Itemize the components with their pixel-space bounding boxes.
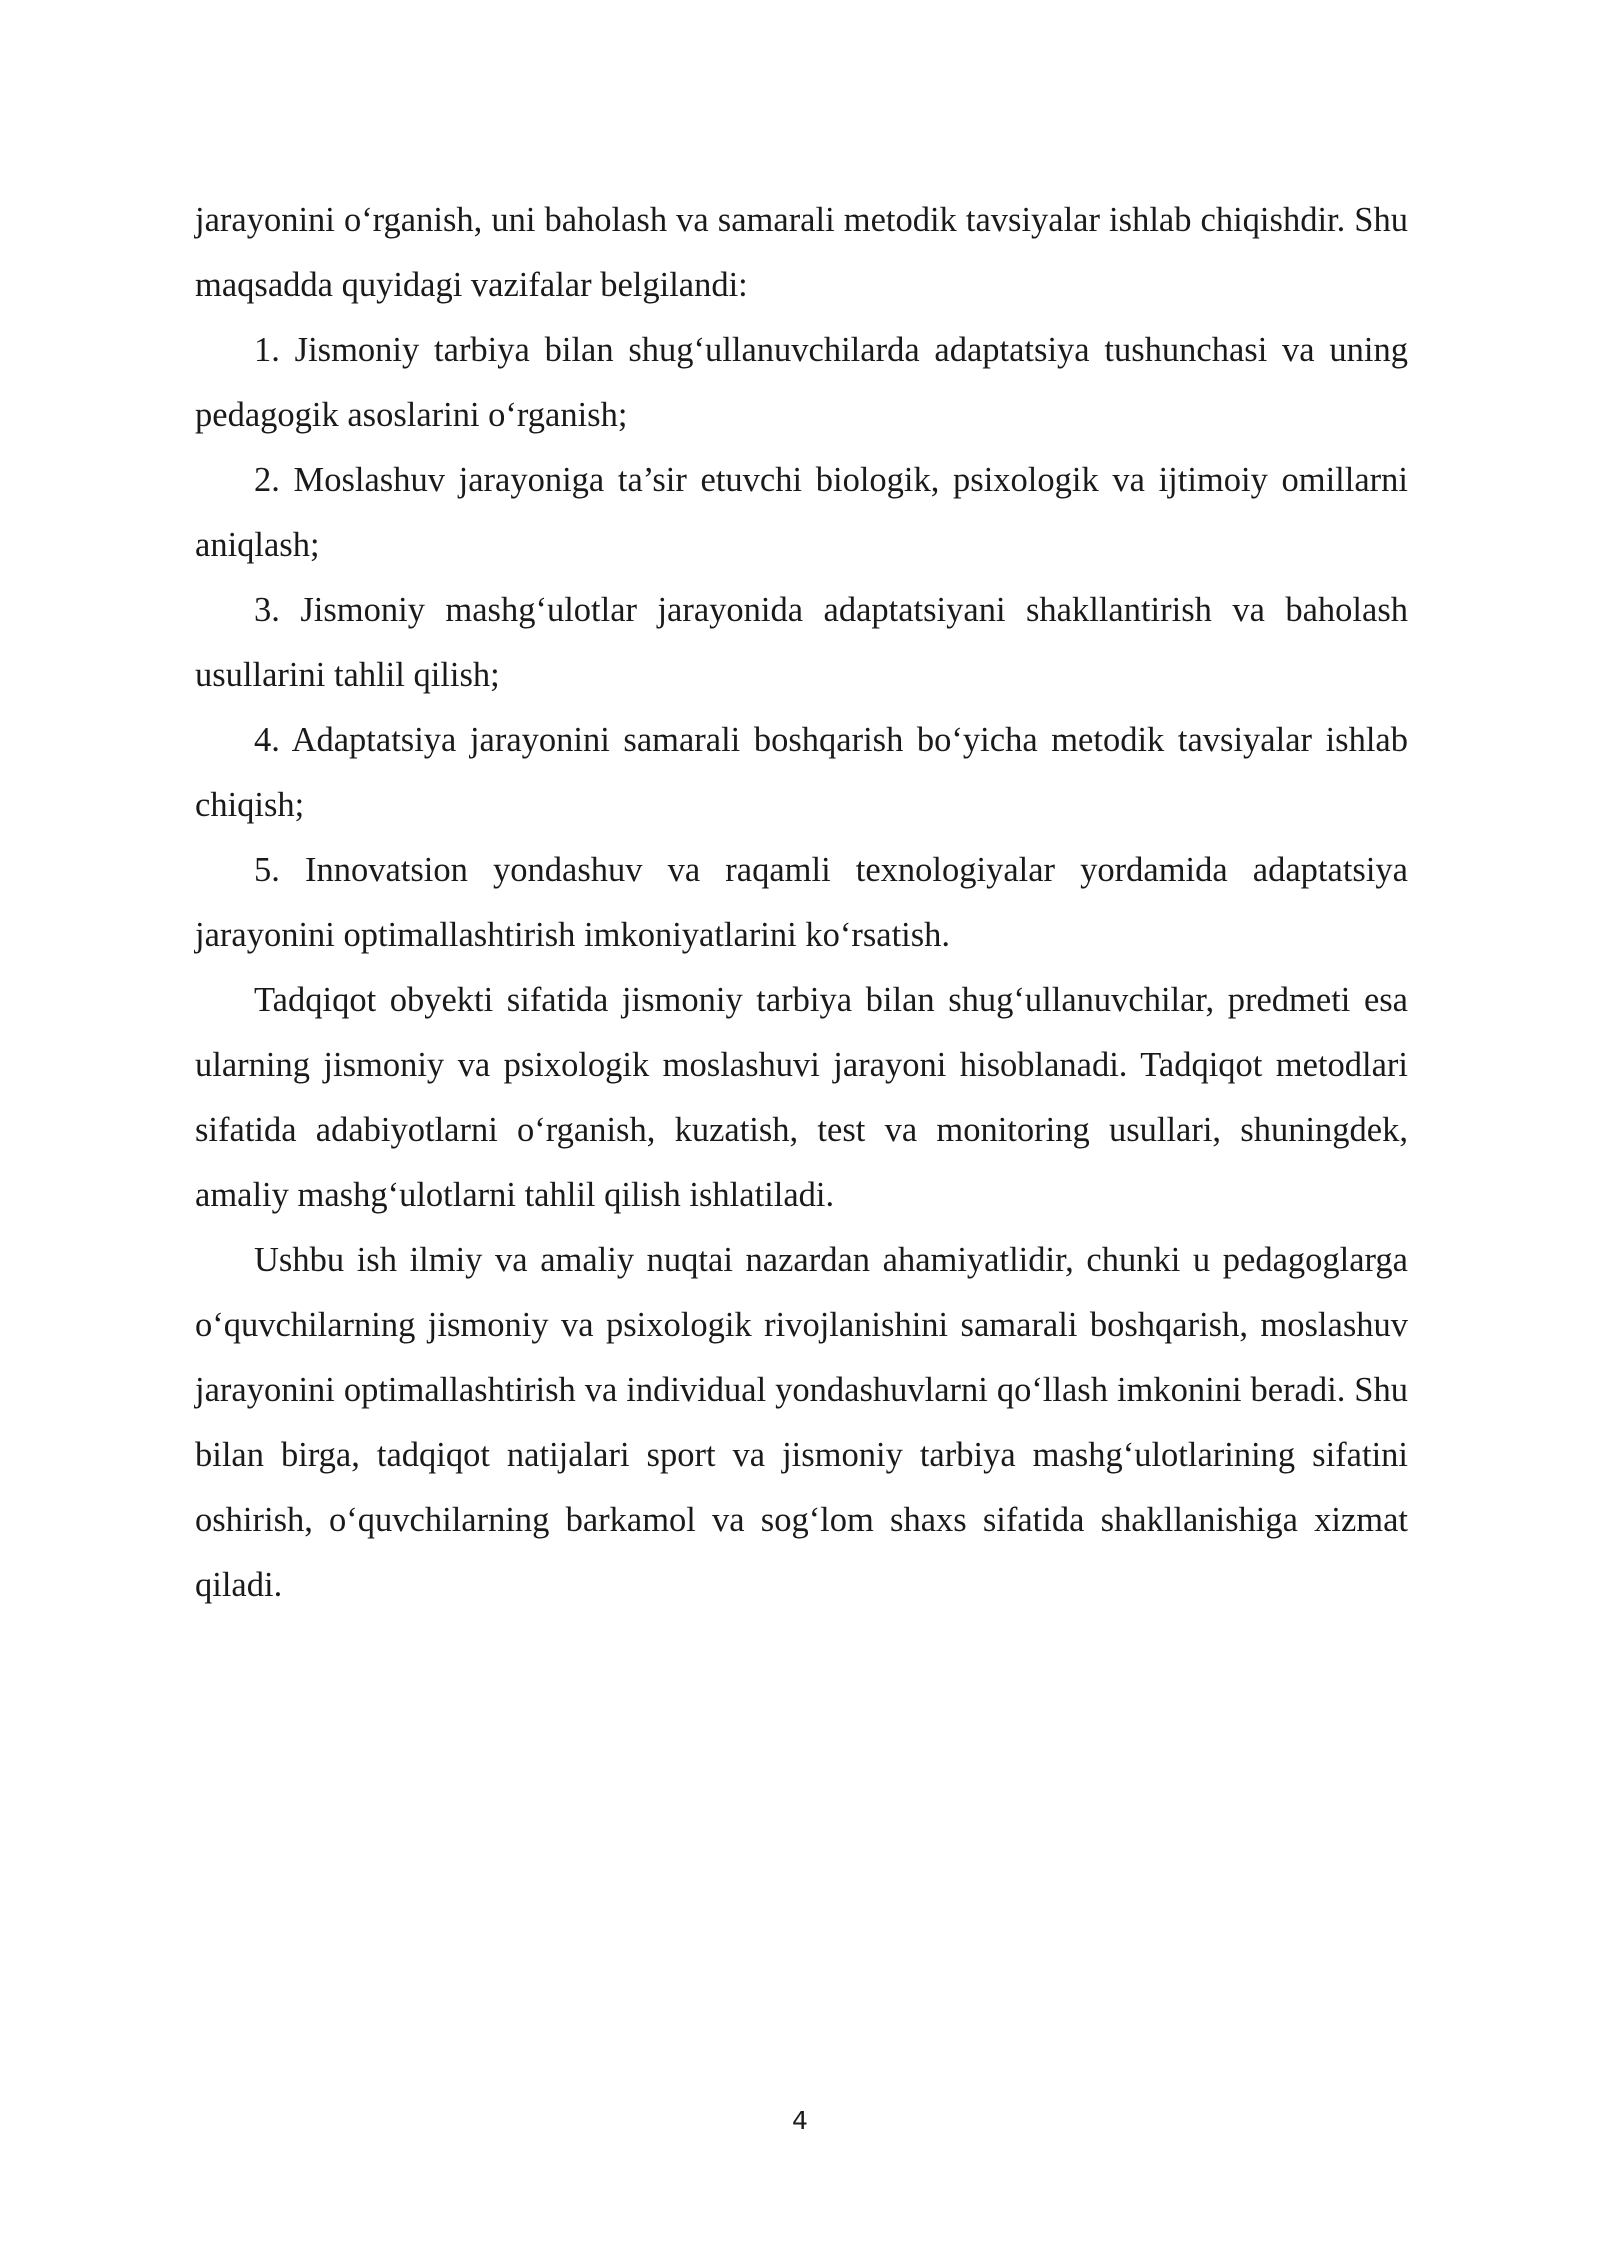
paragraph-significance: Ushbu ish ilmiy va amaliy nuqtai nazardan ahamiyatlidir, chunki u pedagoglarga o‘quvchilarning jismoniy va psixologik rivojlanishini samarali boshqarish, moslashuv jarayonini optimallashtirish va individual yondashuvlarni qo‘llash imkonini beradi. Shu bilan birga, tadqiqot natijalari sport va jismoniy tarbiya mashg‘ulotlarining sifatini oshirish, o‘quvchilarning barkamol va sog‘lom shaxs sifatida shakllanishiga xizmat qiladi. xyxy=(195,1241,1408,1604)
task-item-3: 3. Jismoniy mashg‘ulotlar jarayonida adaptatsiyani shakllantirish va baholash usullarini tahlil qilish; xyxy=(195,591,1408,694)
task-item-2: 2. Moslashuv jarayoniga ta’sir etuvchi biologik, psixologik va ijtimoiy omillarni aniqlash; xyxy=(195,461,1408,564)
body-text xyxy=(195,188,1408,1618)
task-item-1: 1. Jismoniy tarbiya bilan shug‘ullanuvchilarda adaptatsiya tushunchasi va uning pedagogik asoslarini o‘rganish; xyxy=(195,331,1408,434)
task-item-5: 5. Innovatsion yondashuv va raqamli texnologiyalar yordamida adaptatsiya jarayonini optimallashtirish imkoniyatlarini ko‘rsatish. xyxy=(195,851,1408,954)
paragraph-research-object: Tadqiqot obyekti sifatida jismoniy tarbiya bilan shug‘ullanuvchilar, predmeti esa ularning jismoniy va psixologik moslashuvi jarayoni hisoblanadi. Tadqiqot metodlari sifatida adabiyotlarni o‘rganish, kuzatish, test va monitoring usullari, shuningdek, amaliy mashg‘ulotlarni tahlil qilish ishlatiladi. xyxy=(195,981,1408,1214)
page-number: 4 xyxy=(792,2106,808,2135)
task-item-4: 4. Adaptatsiya jarayonini samarali boshqarish bo‘yicha metodik tavsiyalar ishlab chiqish; xyxy=(195,721,1408,824)
paragraph-intro-continuation: jarayonini o‘rganish, uni baholash va samarali metodik tavsiyalar ishlab chiqishdir. Shu maqsadda quyidagi vazifalar belgilandi: xyxy=(195,201,1408,304)
